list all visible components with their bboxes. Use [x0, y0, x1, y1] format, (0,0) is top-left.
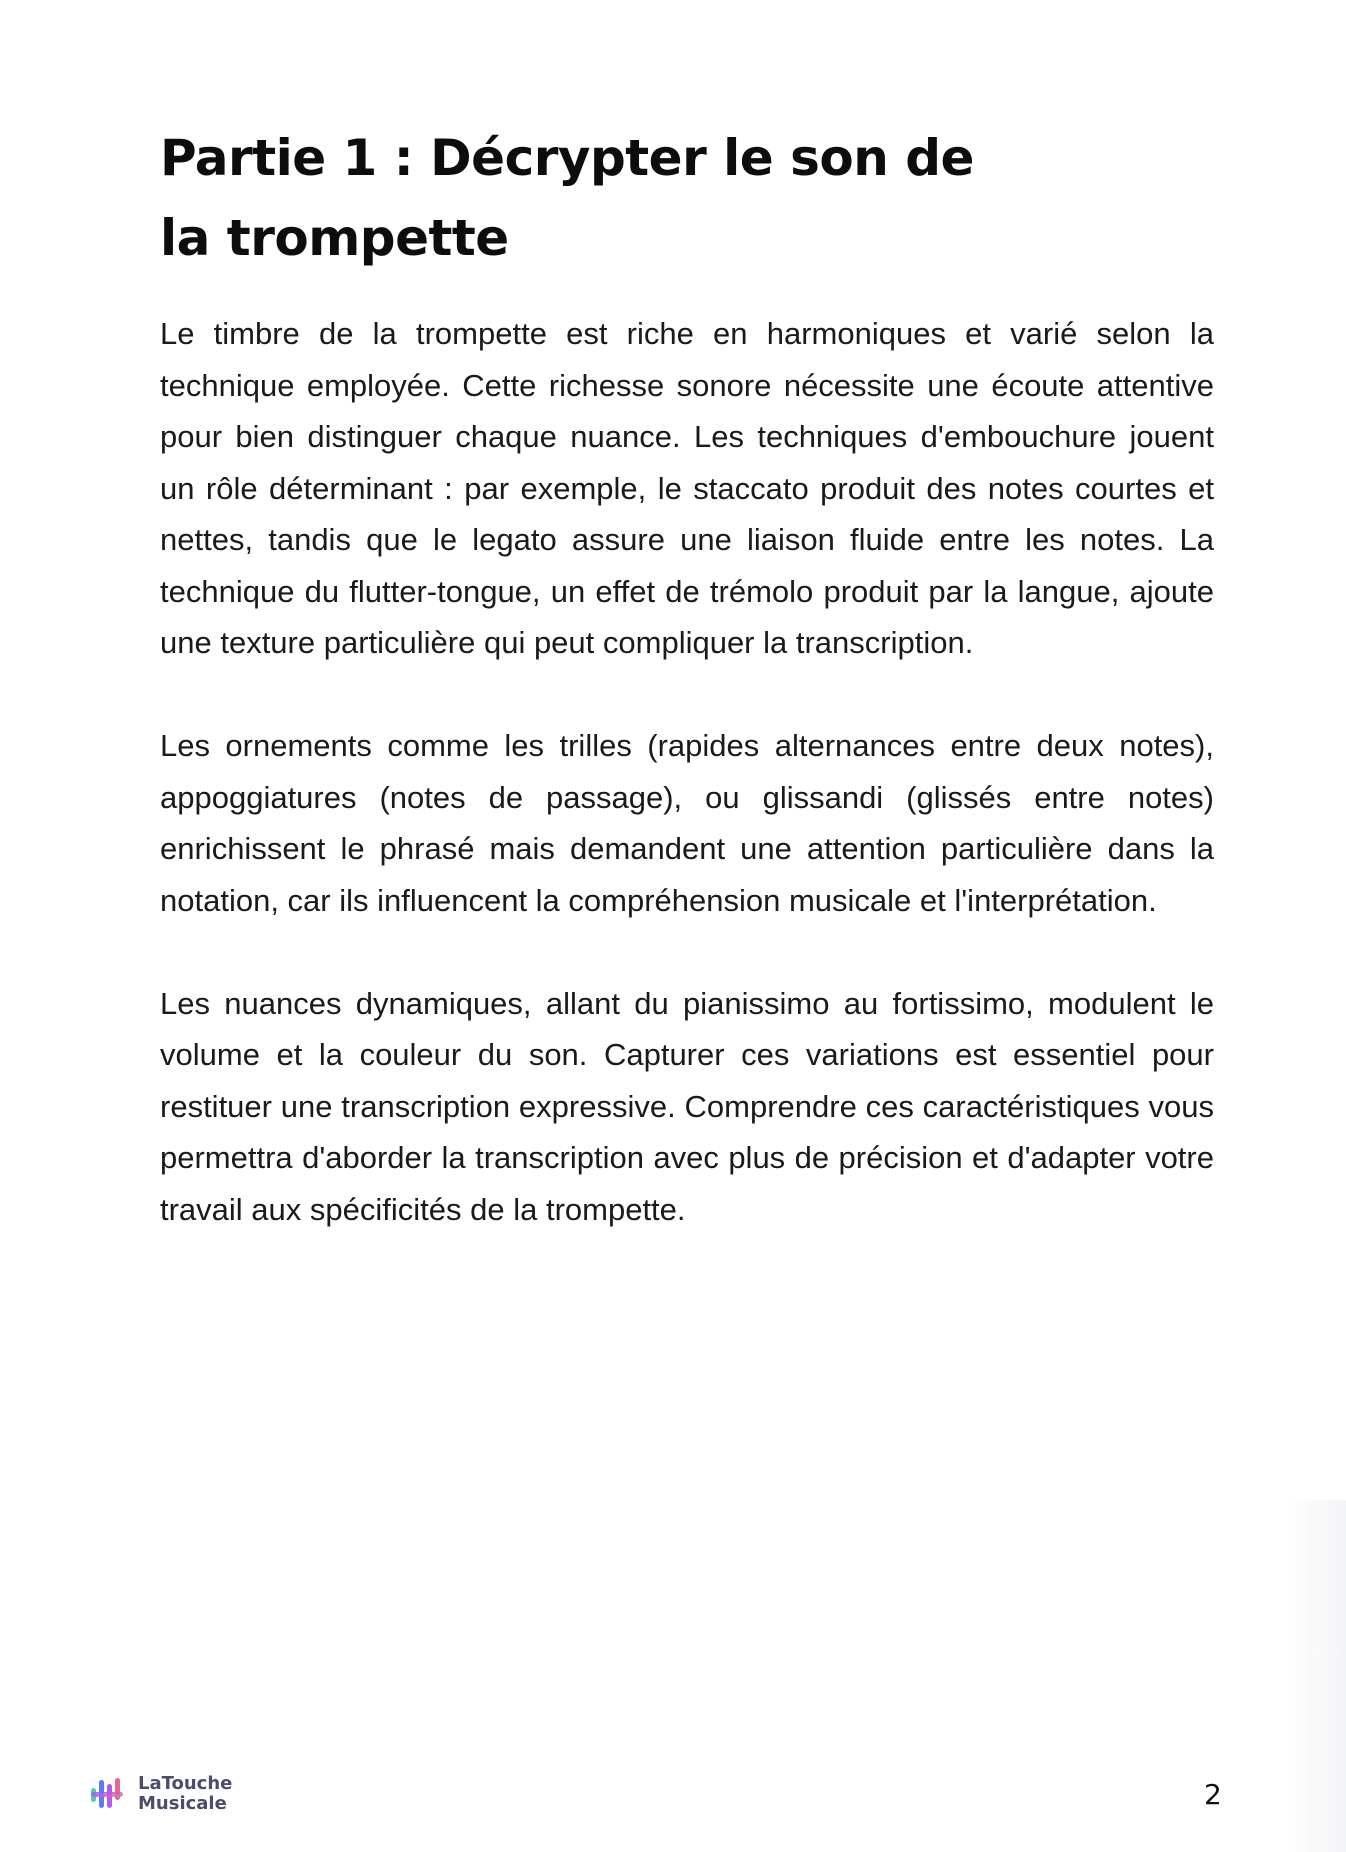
brand-logo [88, 1774, 232, 1814]
waveform-logo-icon [88, 1774, 128, 1814]
paragraph-dynamics: Les nuances dynamiques, allant du pianissimo au fortissimo, modulent le volume et la couleur du son. Capturer ces variations est essentiel pour restituer une transcription expressive. Comprendre ces caractéristiques vous permettra d'aborder la transcription avec plus de précision et d'adapter votre travail aux spécificités de la trompette. [160, 985, 1214, 1227]
page-content [160, 118, 1214, 1235]
section-heading: Partie 1 : Décrypter le son de la trompette [160, 129, 974, 267]
page-number: 2 [1204, 1778, 1222, 1811]
page-edge-shadow [1286, 1500, 1346, 1852]
brand-line-2: Musicale [138, 1793, 227, 1814]
brand-line-1: LaTouche [138, 1773, 233, 1794]
paragraph-ornaments: Les ornements comme les trilles (rapides alternances entre deux notes), appoggiatures (notes de passage), ou glissandi (glissés entre notes) enrichissent le phrasé mais demandent une attention particulière dans la notation, car ils influencent la compréhension musicale et l'interprétation. [160, 728, 1214, 918]
brand-name [138, 1774, 232, 1814]
paragraph-timbre: Le timbre de la trompette est riche en harmoniques et varié selon la technique employée. Cette richesse sonore nécessite une écoute attentive pour bien distinguer chaque nuance. Les techniques d'embouchure jouent un rôle déterminant : par exemple, le staccato produit des notes courtes et nettes, tandis que le legato assure une liaison fluide entre les notes. La technique du flutter-tongue, un effet de trémolo produit par la langue, ajoute une texture particulière qui peut compliquer la transcription. [160, 316, 1214, 660]
